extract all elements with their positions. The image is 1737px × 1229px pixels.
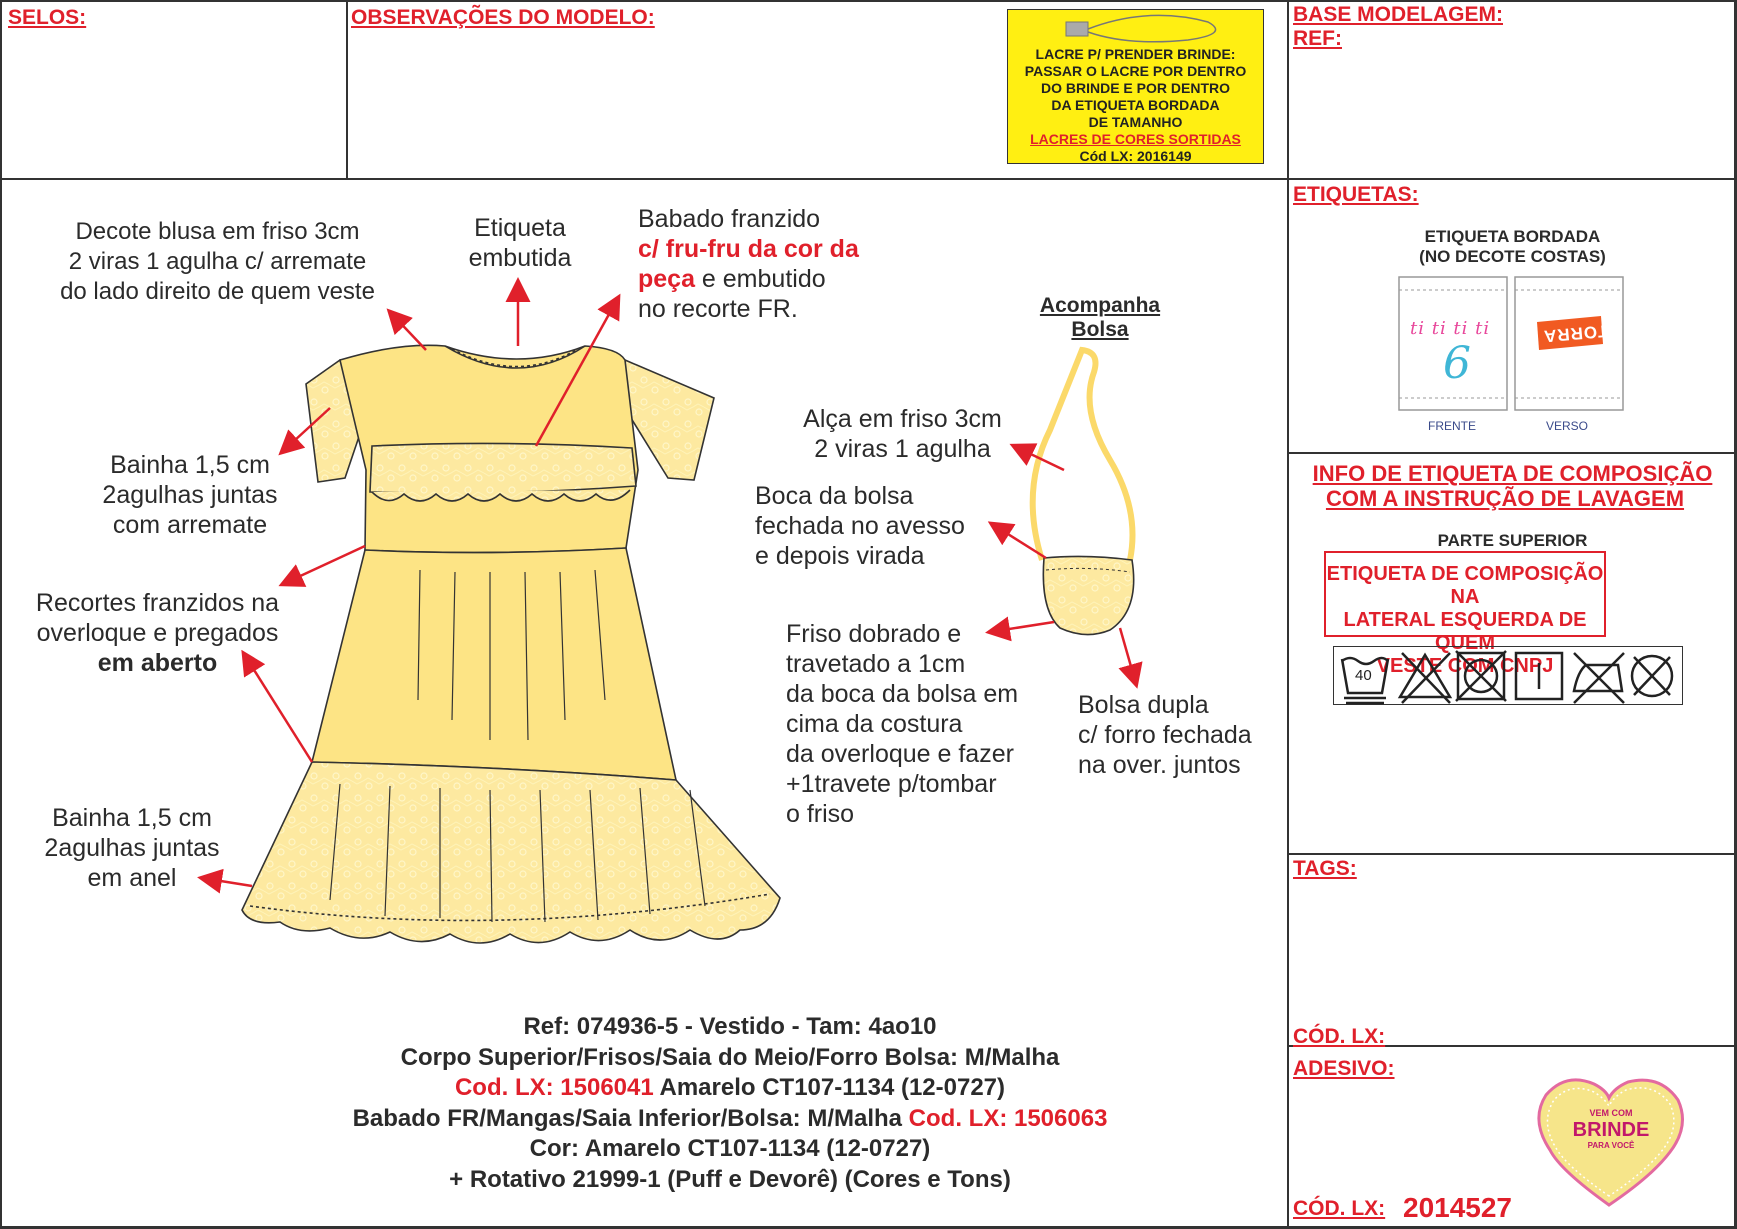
sticker-text (1548, 1108, 1674, 1151)
adesivo-header: ADESIVO: (1293, 1057, 1395, 1080)
tags-header: TAGS: (1293, 857, 1357, 880)
parte-superior-label: PARTE SUPERIOR (1437, 531, 1588, 550)
lacre-line-6: LACRES DE CORES SORTIDAS (1030, 131, 1241, 147)
note-bainha-manga-line-3: com arremate (112, 511, 268, 539)
footer-babado: Babado FR/Mangas/Saia Inferior/Bolsa: M/Malha (352, 1104, 909, 1132)
lacre-line-1: LACRE P/ PRENDER BRINDE: (1035, 46, 1236, 62)
lacre-line-7: Cód LX: 2016149 (1079, 148, 1192, 164)
etiqueta-back-logo: TORRA (1542, 321, 1609, 346)
observacoes-header: OBSERVAÇÕES DO MODELO: (351, 6, 655, 29)
cod-lx-adesivo-value: 2014527 (1403, 1192, 1513, 1223)
footer-line-1: Ref: 074936-5 - Vestido - Tam: 4ao10 (523, 1013, 937, 1040)
note-bainha-saia-line-1: Bainha 1,5 cm (52, 804, 212, 832)
note-alca-line-1: Alça em friso 3cm (803, 405, 1002, 433)
footer-line-5: Cor: Amarelo CT107-1134 (12-0727) (529, 1135, 931, 1162)
note-boca-line-3: e depois virada (755, 542, 925, 570)
note-babado-peca: peça (638, 265, 695, 293)
note-friso-line-4: cima da costura (786, 710, 963, 738)
footer-cod-lx-1: Cod. LX: 1506041 (454, 1074, 654, 1101)
note-bolsa-dupla-line-2: c/ forro fechada (1078, 721, 1252, 749)
etiqueta-bordada-title-1: ETIQUETA BORDADA (1424, 227, 1601, 246)
note-bainha-saia-line-3: em anel (87, 864, 177, 892)
base-modelagem-header: BASE MODELAGEM: (1293, 3, 1503, 26)
note-etiqueta-line-2: embutida (468, 244, 572, 272)
note-babado-line-2: c/ fru-fru da cor da (638, 235, 859, 263)
note-bolsa-dupla-line-1: Bolsa dupla (1078, 691, 1209, 719)
note-decote-line-3: do lado direito de quem veste (60, 278, 375, 305)
note-acompanha-line-2: Bolsa (1071, 318, 1129, 341)
lacre-line-3: DO BRINDE E POR DENTRO (1040, 80, 1230, 96)
etiqueta-bordada-title-2: (NO DECOTE COSTAS) (1419, 247, 1606, 266)
footer-line-6: + Rotativo 21999-1 (Puff e Devorê) (Cores e Tons) (449, 1165, 1011, 1193)
footer-cod-lx-2: Cod. LX: 1506063 (908, 1104, 1108, 1132)
note-friso-line-3: da boca da bolsa em (786, 680, 1019, 708)
etiqueta-front-text: ti ti ti ti (1410, 318, 1491, 339)
note-babado-line-4: no recorte FR. (638, 295, 798, 323)
note-friso-line-6: +1travete p/tombar (786, 770, 997, 798)
frente-label: FRENTE (1428, 419, 1476, 433)
note-friso-line-1: Friso dobrado e (786, 620, 962, 648)
note-recortes-line-2: overloque e pregados (36, 619, 279, 647)
cod-lx-tags-label: CÓD. LX: (1293, 1025, 1386, 1048)
sticker-line-3: PARA VOCÊ (1587, 1141, 1635, 1150)
note-recortes-line-3: em aberto (97, 649, 218, 677)
note-decote-line-2: 2 viras 1 agulha c/ arremate (68, 248, 367, 275)
note-bainha-saia-line-2: 2agulhas juntas (44, 834, 220, 862)
wash-temp: 40 (1355, 667, 1372, 684)
ref-header: REF: (1293, 27, 1342, 50)
info-etiqueta-header-1: INFO DE ETIQUETA DE COMPOSIÇÃO (1312, 461, 1713, 486)
composicao-line-3: VESTE COM CNPJ (1376, 655, 1554, 677)
note-decote-line-1: Decote blusa em friso 3cm (75, 218, 360, 245)
lacre-line-5: DE TAMANHO (1088, 114, 1183, 130)
composicao-line-2: LATERAL ESQUERDA DE QUEM (1343, 609, 1587, 654)
note-acompanha-line-1: Acompanha (1039, 294, 1161, 317)
selos-header: SELOS: (8, 6, 87, 29)
note-bolsa-dupla-line-3: na over. juntos (1078, 751, 1241, 779)
note-etiqueta-line-1: Etiqueta (474, 214, 566, 242)
lacre-line-2: PASSAR O LACRE POR DENTRO (1024, 63, 1247, 79)
etiqueta-front-number: 6 (1443, 338, 1471, 389)
etiquetas-header: ETIQUETAS: (1293, 183, 1419, 206)
sticker-line-1: VEM COM (1589, 1108, 1633, 1118)
note-bainha-manga-line-2: 2agulhas juntas (102, 481, 278, 509)
note-boca-line-1: Boca da bolsa (755, 482, 914, 510)
lacre-line-4: DA ETIQUETA BORDADA (1051, 97, 1220, 113)
verso-label: VERSO (1546, 419, 1589, 433)
sticker-line-2: BRINDE (1572, 1119, 1650, 1141)
note-alca-line-2: 2 viras 1 agulha (814, 435, 991, 463)
note-babado-line-1: Babado franzido (638, 205, 821, 233)
note-babado-embutido: e embutido (694, 265, 826, 293)
cod-lx-adesivo-label: CÓD. LX: (1293, 1197, 1386, 1220)
note-boca-line-2: fechada no avesso (755, 512, 965, 540)
footer-line-2: Corpo Superior/Frisos/Saia do Meio/Forro Bolsa: M/Malha (400, 1043, 1060, 1071)
note-friso-line-2: travetado a 1cm (786, 650, 966, 678)
note-recortes-line-1: Recortes franzidos na (35, 589, 280, 617)
composicao-line-1: ETIQUETA DE COMPOSIÇÃO NA (1326, 563, 1604, 608)
info-etiqueta-header-2: COM A INSTRUÇÃO DE LAVAGEM (1325, 486, 1685, 511)
footer-color-1: Amarelo CT107-1134 (12-0727) (653, 1074, 1006, 1101)
note-friso-line-7: o friso (786, 800, 855, 828)
note-friso-line-5: da overloque e fazer (786, 740, 1014, 768)
note-bainha-manga-line-1: Bainha 1,5 cm (110, 451, 270, 479)
